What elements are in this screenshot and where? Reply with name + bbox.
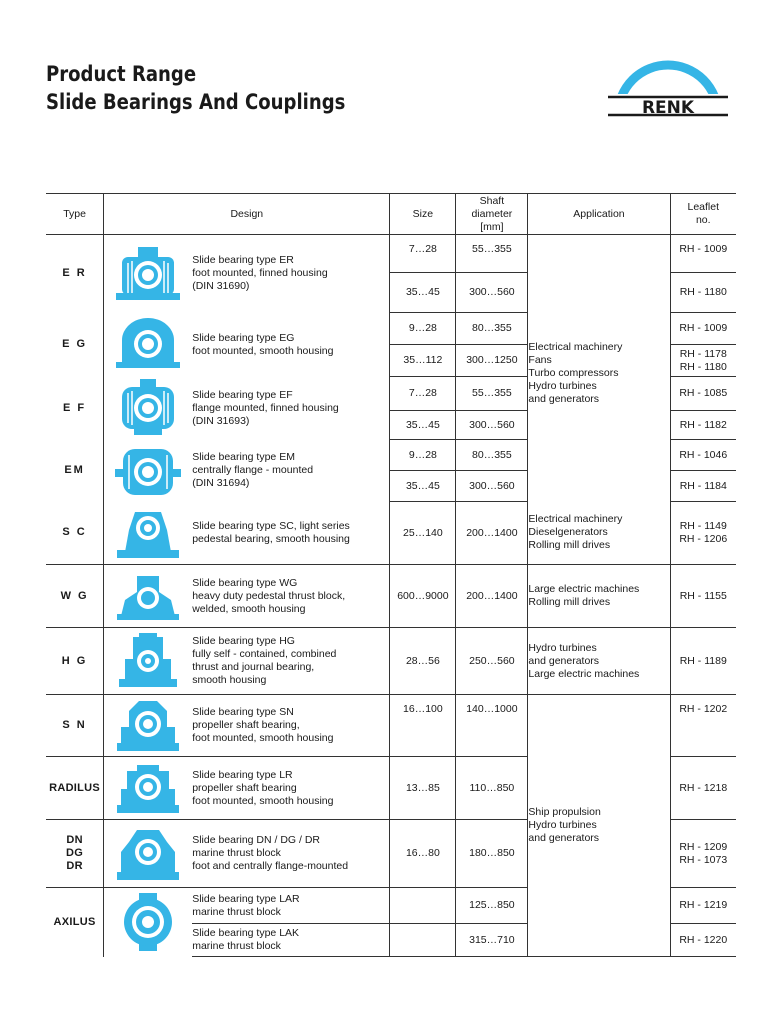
desc-dn: Slide bearing DN / DG / DR marine thrust block foot and centrally flange-mounted (192, 820, 390, 888)
ef-bearing-icon (114, 377, 182, 439)
type-ef: E F (63, 401, 87, 414)
application-cell: Electrical machinery Dieselgenerators Rolling mill drives (528, 502, 670, 565)
type-eg: E G (62, 338, 88, 350)
shaft-cell: 125…850 (456, 888, 528, 924)
desc-em: Slide bearing type EM centrally flange - mounted (DIN 31694) (192, 451, 314, 489)
size-cell: 28…56 (390, 628, 456, 695)
logo-text: RENK (641, 98, 695, 118)
leaflet-cell: RH - 1184 (670, 471, 736, 502)
leaflet-cell: RH - 1218 (670, 757, 736, 820)
desc-eg: Slide bearing type EG foot mounted, smooth housing (192, 331, 334, 357)
size-cell: 35…45 (390, 471, 456, 502)
size-cell: 16…80 (390, 820, 456, 888)
application-cell: Large electric machines Rolling mill drives (528, 565, 670, 628)
size-cell (390, 888, 456, 924)
table-row (46, 628, 736, 695)
sn-bearing-icon (115, 697, 181, 755)
col-application: Application (528, 194, 670, 235)
leaflet-cell: RH - 1085 (670, 377, 736, 411)
desc-radilus: Slide bearing type LR propeller shaft bearing foot mounted, smooth housing (192, 757, 390, 820)
page-title (46, 60, 345, 116)
size-cell: 9…28 (390, 440, 456, 471)
type-hg: H G (46, 628, 104, 695)
shaft-cell: 250…560 (456, 628, 528, 695)
application-ship: Ship propulsion Hydro turbines and generators (528, 695, 670, 957)
col-shaft-diameter: Shaft diameter [mm] (456, 194, 528, 235)
title-line-1: Product Range (46, 62, 197, 86)
col-size: Size (390, 194, 456, 235)
type-wg: W G (46, 565, 104, 628)
leaflet-cell: RH - 1178 RH - 1180 (670, 345, 736, 377)
shaft-cell: 300…560 (456, 471, 528, 502)
shaft-cell: 140…1000 (456, 695, 528, 757)
desc-lak: Slide bearing type LAK marine thrust block (192, 924, 390, 957)
shaft-cell: 315…710 (456, 924, 528, 957)
leaflet-cell: RH - 1202 (670, 695, 736, 757)
size-cell: 16…100 (390, 695, 456, 757)
table-row (46, 502, 736, 565)
shaft-cell: 55…355 (456, 235, 528, 273)
shaft-cell: 300…560 (456, 411, 528, 440)
desc-ef: Slide bearing type EF flange mounted, finned housing (DIN 31693) (192, 388, 339, 427)
axilus-bearing-icon (117, 891, 179, 953)
type-em: EM (64, 464, 85, 476)
shaft-cell: 300…1250 (456, 345, 528, 377)
leaflet-cell: RH - 1009 (670, 235, 736, 273)
desc-lar: Slide bearing type LAR marine thrust block (192, 888, 390, 924)
size-cell: 7…28 (390, 377, 456, 411)
er-bearing-icon (114, 243, 182, 305)
size-cell: 35…45 (390, 273, 456, 313)
col-type: Type (46, 194, 104, 235)
size-cell: 9…28 (390, 313, 456, 345)
leaflet-cell: RH - 1009 (670, 313, 736, 345)
em-bearing-icon (113, 441, 183, 501)
renk-logo (606, 53, 730, 123)
table-header (46, 194, 736, 235)
desc-sc: Slide bearing type SC, light series pedestal bearing, smooth housing (192, 502, 390, 565)
leaflet-cell: RH - 1209 RH - 1073 (670, 820, 736, 888)
desc-hg: Slide bearing type HG fully self - contained, combined thrust and journal bearing, smooth housing (192, 628, 390, 695)
desc-wg: Slide bearing type WG heavy duty pedestal thrust block, welded, smooth housing (192, 565, 390, 628)
leaflet-cell: RH - 1220 (670, 924, 736, 957)
desc-er: Slide bearing type ER foot mounted, finned housing (DIN 31690) (192, 254, 328, 293)
sc-bearing-icon (115, 504, 181, 562)
type-sc: S C (46, 502, 104, 565)
shaft-cell: 200…1400 (456, 502, 528, 565)
size-cell: 25…140 (390, 502, 456, 565)
shaft-cell: 180…850 (456, 820, 528, 888)
shaft-cell: 110…850 (456, 757, 528, 820)
title-line-2: Slide Bearings And Couplings (46, 90, 346, 114)
size-cell: 35…112 (390, 345, 456, 377)
wg-bearing-icon (115, 568, 181, 624)
shaft-cell: 200…1400 (456, 565, 528, 628)
leaflet-cell: RH - 1046 (670, 440, 736, 471)
product-range-table (46, 193, 736, 957)
shaft-cell: 55…355 (456, 377, 528, 411)
hg-bearing-icon (115, 631, 181, 691)
dn-bearing-icon (115, 824, 181, 884)
col-design: Design (104, 194, 390, 235)
size-cell: 13…85 (390, 757, 456, 820)
size-cell: 35…45 (390, 411, 456, 440)
table-row (46, 565, 736, 628)
eg-bearing-icon (114, 318, 182, 372)
lr-bearing-icon (115, 759, 181, 817)
shaft-cell: 80…355 (456, 313, 528, 345)
table-row (46, 695, 736, 757)
leaflet-cell: RH - 1182 (670, 411, 736, 440)
type-sn: S N (46, 695, 104, 757)
leaflet-cell: RH - 1219 (670, 888, 736, 924)
type-axilus: AXILUS (53, 915, 96, 928)
desc-sn: Slide bearing type SN propeller shaft bearing, foot mounted, smooth housing (192, 695, 390, 757)
leaflet-cell: RH - 1180 (670, 273, 736, 313)
size-cell: 7…28 (390, 235, 456, 273)
shaft-cell: 300…560 (456, 273, 528, 313)
application-electrical: Electrical machinery Fans Turbo compressors Hydro turbines and generators (528, 235, 670, 502)
size-cell (390, 924, 456, 957)
size-cell: 600…9000 (390, 565, 456, 628)
type-er: E R (62, 267, 87, 280)
leaflet-cell: RH - 1155 (670, 565, 736, 628)
shaft-cell: 80…355 (456, 440, 528, 471)
application-cell: Hydro turbines and generators Large electric machines (528, 628, 670, 695)
col-leaflet: Leaflet no. (670, 194, 736, 235)
leaflet-cell: RH - 1189 (670, 628, 736, 695)
type-radilus: RADILUS (46, 757, 104, 820)
leaflet-cell: RH - 1149 RH - 1206 (670, 502, 736, 565)
type-dn-dg-dr: DN DG DR (46, 820, 104, 888)
